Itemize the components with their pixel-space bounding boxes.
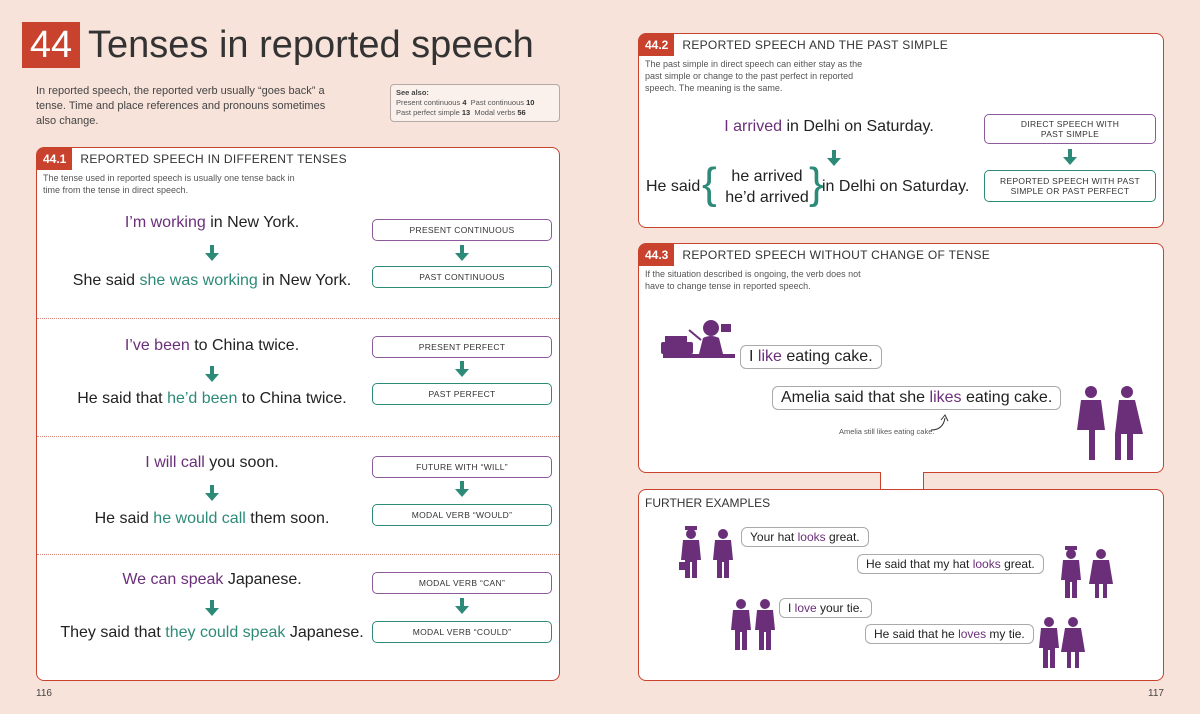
- see-also-num: 10: [526, 98, 535, 107]
- reported-sentence: [57, 272, 367, 290]
- bubble-text: I: [788, 601, 795, 615]
- label-reported: REPORTED SPEECH WITH PAST SIMPLE OR PAST PERFECT: [984, 170, 1156, 202]
- sentence-rest: to China twice.: [237, 390, 347, 407]
- bubble-text: Amelia said that she: [781, 389, 930, 406]
- bubble-text: He said that my hat: [866, 557, 973, 571]
- two-men-icon: [679, 524, 739, 580]
- direct-sentence: [57, 571, 367, 589]
- see-also-item: Past continuous: [470, 98, 525, 107]
- down-arrow-icon: [455, 481, 469, 497]
- section-description: The past simple in direct speech can either stay as the past simple or change to the past perfect in reported speech. The meaning is the same.: [645, 59, 863, 93]
- verb-highlight: I will call: [145, 454, 205, 471]
- tense-label-from: PRESENT CONTINUOUS: [372, 219, 552, 241]
- direct-sentence: [57, 454, 367, 472]
- tense-label-to: MODAL VERB “COULD”: [372, 621, 552, 643]
- sentence-rest: Japanese.: [223, 571, 302, 588]
- down-arrow-icon: [205, 600, 219, 616]
- see-also-item: Present continuous: [396, 98, 461, 107]
- reported-sentence: [57, 390, 367, 408]
- option-past-perfect: he’d arrived: [725, 189, 809, 206]
- bubble-text: eating cake.: [961, 389, 1053, 406]
- down-arrow-icon: [827, 150, 841, 166]
- down-arrow-icon: [455, 245, 469, 261]
- tense-label-from: MODAL VERB “CAN”: [372, 572, 552, 594]
- section-header: [37, 148, 559, 170]
- row-divider: [37, 554, 559, 555]
- sentence-rest: them soon.: [245, 510, 330, 527]
- verb-highlight: I’ve been: [124, 337, 190, 354]
- direct-sentence: [57, 214, 367, 232]
- bubble-text: great.: [825, 530, 860, 544]
- page-number-left: 116: [36, 688, 52, 699]
- bubble-text: Your hat: [750, 530, 798, 544]
- sentence-start: He said that: [77, 390, 168, 407]
- direct-sentence: [679, 118, 979, 136]
- tense-label-from: PRESENT PERFECT: [372, 336, 552, 358]
- reported-sentence: [47, 624, 377, 642]
- see-also-num: 13: [461, 108, 471, 117]
- sentence-start: He said: [94, 510, 154, 527]
- annotation-arrow-icon: [929, 414, 953, 434]
- verb-highlight: looks: [972, 557, 1001, 571]
- row-divider: [37, 318, 559, 319]
- section-44-1: [36, 147, 560, 681]
- section-title: REPORTED SPEECH AND THE PAST SIMPLE: [682, 38, 949, 52]
- woman-eating-cake-icon: [659, 318, 739, 364]
- see-also-item: Past perfect simple: [396, 108, 460, 117]
- sentence-rest: to China twice.: [189, 337, 300, 354]
- section-description: If the situation described is ongoing, the verb does not have to change tense in reported speech.: [645, 269, 861, 291]
- man-and-woman-icon: [1037, 614, 1087, 670]
- annotation-note: Amelia still likes eating cake.: [839, 427, 935, 436]
- sentence-rest: in Delhi on Saturday.: [782, 118, 934, 135]
- see-also-box: [390, 84, 560, 122]
- tense-label-from: FUTURE WITH “WILL”: [372, 456, 552, 478]
- down-arrow-icon: [205, 485, 219, 501]
- section-header: [639, 244, 1163, 266]
- verb-highlight: like: [757, 348, 782, 365]
- section-44-3: [638, 243, 1164, 473]
- bubble-text: eating cake.: [781, 348, 873, 365]
- example-bubble-3: [779, 598, 872, 618]
- sentence-rest: Japanese.: [285, 624, 364, 641]
- example-bubble-1: [741, 527, 869, 547]
- option-past-simple: he arrived: [731, 168, 803, 185]
- verb-highlight: loves: [958, 627, 987, 641]
- down-arrow-icon: [455, 361, 469, 377]
- reported-rest: in Delhi on Saturday.: [822, 178, 970, 195]
- open-brace: {: [702, 159, 717, 208]
- page-title: Tenses in reported speech: [88, 24, 534, 66]
- verb-highlight: love: [794, 601, 817, 615]
- down-arrow-icon: [205, 245, 219, 261]
- section-number: 44.2: [639, 34, 674, 56]
- see-also-num: 4: [462, 98, 467, 107]
- verb-highlight: I arrived: [724, 118, 782, 135]
- example-bubble-4: [865, 624, 1034, 644]
- down-arrow-icon: [205, 366, 219, 382]
- intro-text: In reported speech, the reported verb usually “goes back” a tense. Time and place references and pronouns sometimes also change.: [36, 85, 326, 127]
- reported-sentence: [57, 510, 367, 528]
- sentence-start: She said: [72, 272, 140, 289]
- further-examples: [638, 489, 1164, 681]
- sentence-rest: you soon.: [204, 454, 279, 471]
- verb-highlight: I’m working: [124, 214, 206, 231]
- page-number-right: 117: [1148, 688, 1164, 699]
- further-title: FURTHER EXAMPLES: [645, 496, 771, 510]
- verb-highlight: We can speak: [122, 571, 224, 588]
- bubble-text: my tie.: [986, 627, 1025, 641]
- sentence-start: They said that: [60, 624, 166, 641]
- down-arrow-icon: [455, 598, 469, 614]
- man-and-woman-icon: [1059, 544, 1115, 600]
- bubble-text: I: [749, 348, 758, 365]
- tense-label-to: MODAL VERB “WOULD”: [372, 504, 552, 526]
- label-direct: DIRECT SPEECH WITH PAST SIMPLE: [984, 114, 1156, 144]
- direct-sentence: [57, 337, 367, 355]
- bubble-text: great.: [1000, 557, 1035, 571]
- speech-bubble-reported: [772, 386, 1061, 410]
- verb-highlight: she was working: [139, 272, 258, 289]
- section-number: 44.1: [37, 148, 72, 170]
- verb-highlight: he would call: [153, 510, 246, 527]
- tense-label-to: PAST CONTINUOUS: [372, 266, 552, 288]
- section-number: 44.3: [639, 244, 674, 266]
- section-description: The tense used in reported speech is usually one tense back in time from the tense in direct speech.: [43, 173, 295, 195]
- sentence-rest: in New York.: [257, 272, 352, 289]
- see-also-item: Modal verbs: [474, 108, 516, 117]
- bubble-text: He said that he: [874, 627, 959, 641]
- down-arrow-icon: [1063, 149, 1077, 165]
- sentence-rest: in New York.: [205, 214, 300, 231]
- row-divider: [37, 436, 559, 437]
- section-header: [639, 34, 1163, 56]
- verb-highlight: looks: [797, 530, 826, 544]
- unit-number: 44: [22, 22, 80, 68]
- verb-highlight: likes: [929, 389, 962, 406]
- section-title: REPORTED SPEECH WITHOUT CHANGE OF TENSE: [682, 248, 991, 262]
- section-44-2: [638, 33, 1164, 228]
- verb-highlight: he’d been: [167, 390, 238, 407]
- bubble-text: your tie.: [816, 601, 863, 615]
- verb-highlight: they could speak: [165, 624, 286, 641]
- tense-label-to: PAST PERFECT: [372, 383, 552, 405]
- see-also-num: 56: [517, 108, 526, 117]
- section-title: REPORTED SPEECH IN DIFFERENT TENSES: [80, 152, 347, 166]
- speech-bubble-direct: [740, 345, 882, 369]
- close-brace: }: [809, 159, 824, 208]
- example-bubble-2: [857, 554, 1044, 574]
- two-people-icon: [1071, 384, 1151, 464]
- reported-prefix: He said: [646, 178, 701, 195]
- see-also-heading: See also:: [396, 88, 429, 97]
- two-men-icon: [729, 596, 779, 652]
